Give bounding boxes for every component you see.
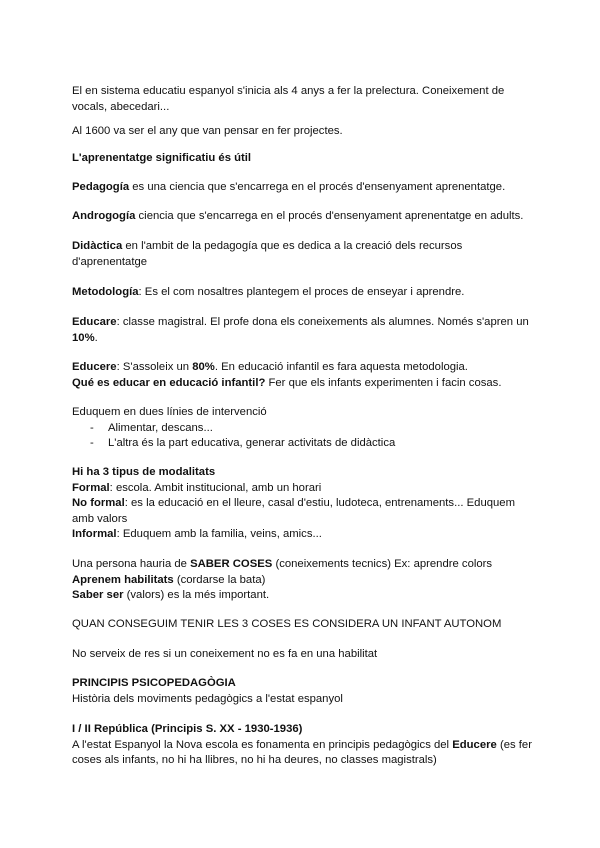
saber-section	[72, 557, 532, 604]
definition-text: : Eduquem amb la familia, veins, amics...	[116, 528, 322, 541]
saber-line-2b: (cordarse la bata)	[173, 573, 266, 586]
aprenem-habilitats: Aprenem habilitats	[72, 573, 174, 586]
definition-end: .	[94, 331, 98, 344]
modalities-title: Hi ha 3 tipus de modalitats	[72, 466, 216, 478]
principis-title: PRINCIPIS PSICOPEDAGÒGIA	[72, 677, 236, 689]
definition-text: : Es el com nosaltres plantegem el proces de enseyar i aprendre.	[138, 286, 465, 298]
question-answer: Fer que els infants experimenten i facin cosas.	[265, 376, 502, 389]
term-informal: Informal	[72, 528, 117, 541]
list-dash: -	[90, 421, 94, 434]
republica-title: I / II República (Principis S. XX - 1930-1936)	[72, 723, 303, 735]
term-no-formal: No formal	[72, 497, 125, 510]
definition-didactica	[72, 239, 532, 270]
saber-coses: SABER COSES	[190, 558, 273, 570]
intervention-intro: Eduquem en dues línies de intervenció	[72, 406, 267, 418]
list-item	[72, 421, 532, 437]
definition-text: es una ciencia que s'encarrega en el procés d'ensenyament aprenentatge.	[129, 181, 506, 193]
list-item-text: L'altra és la part educativa, generar activitats de didàctica	[108, 437, 396, 450]
question-bold: Qué es educar en educació infantil?	[72, 376, 266, 389]
republica-text-1: A l'estat Espanyol la Nova escola es fonamenta en principis pedagògics del	[72, 738, 453, 751]
term-educare: Educare	[72, 316, 117, 328]
intro-paragraph	[72, 84, 532, 115]
section-heading	[72, 151, 532, 167]
definition-metodologia	[72, 285, 532, 301]
term-pedagogia: Pedagogía	[72, 181, 130, 193]
projects-text: Al 1600 va ser el any que van pensar en fer projectes.	[72, 125, 343, 137]
republica-section	[72, 722, 532, 769]
principis-text: Història dels moviments pedagògics a l'estat espanyol	[72, 692, 343, 705]
principis-section	[72, 676, 532, 707]
caps-text: QUAN CONSEGUIM TENIR LES 3 COSES ES CONSIDERA UN INFANT AUTONOM	[72, 618, 502, 630]
list-dash: -	[90, 437, 94, 450]
republica-educere: Educere	[452, 738, 497, 751]
definition-text: en l'ambit de la pedagogía que es dedica a la creació dels recursos d'aprenentatge	[72, 240, 463, 268]
saber-line-3b: (valors) es la més important.	[123, 589, 270, 602]
definition-text: : es la educació en el lleure, casal d'estiu, ludoteca, entrenaments... Eduquem amb valors	[72, 497, 515, 525]
intervention-section	[72, 405, 532, 452]
educere-percent: 80%	[192, 361, 215, 373]
definition-text-2: . En educació infantil es fara aquesta metodologia.	[214, 361, 468, 373]
heading-text: L'aprenentatge significatiu és útil	[72, 152, 252, 164]
term-formal: Formal	[72, 481, 110, 494]
term-didactica: Didàctica	[72, 240, 123, 252]
republica-text-2: (es fer coses als infants, no hi ha llibres, no hi ha deures, no classes magistrals)	[72, 738, 532, 767]
definition-text: ciencia que s'encarrega en el procés d'ensenyament aprenentatge en adults.	[135, 210, 524, 222]
definition-andragogia	[72, 209, 532, 225]
term-andragogia: Androgogía	[72, 210, 136, 222]
definition-text: : classe magistral. El profe dona els coneixements als alumnes. Només s'apren un	[116, 316, 529, 328]
definition-text: : S'assoleix un	[116, 361, 193, 373]
list-item-text: Alimentar, descans...	[108, 421, 213, 434]
saber-line-1c: (coneixements tecnics) Ex: aprendre colors	[272, 558, 493, 570]
projects-paragraph	[72, 124, 532, 140]
educare-percent: 10%	[72, 331, 95, 344]
saber-line-1a: Una persona hauria de	[72, 558, 191, 570]
list-item	[72, 436, 532, 452]
term-metodologia: Metodología	[72, 286, 139, 298]
definition-pedagogia	[72, 180, 532, 196]
term-educere: Educere	[72, 361, 117, 373]
saber-ser: Saber ser	[72, 589, 124, 602]
habilitat-text: No serveix de res si un coneixement no es fa en una habilitat	[72, 648, 378, 660]
habilitat-statement	[72, 647, 532, 663]
caps-statement	[72, 617, 532, 633]
definition-educare	[72, 315, 532, 346]
definition-educere	[72, 360, 532, 391]
intro-text: El en sistema educatiu espanyol s'inicia als 4 anys a fer la prelectura. Coneixement de vocals, abecedari...	[72, 85, 505, 113]
definition-text: : escola. Ambit institucional, amb un horari	[109, 481, 322, 494]
modalities-section	[72, 465, 532, 543]
